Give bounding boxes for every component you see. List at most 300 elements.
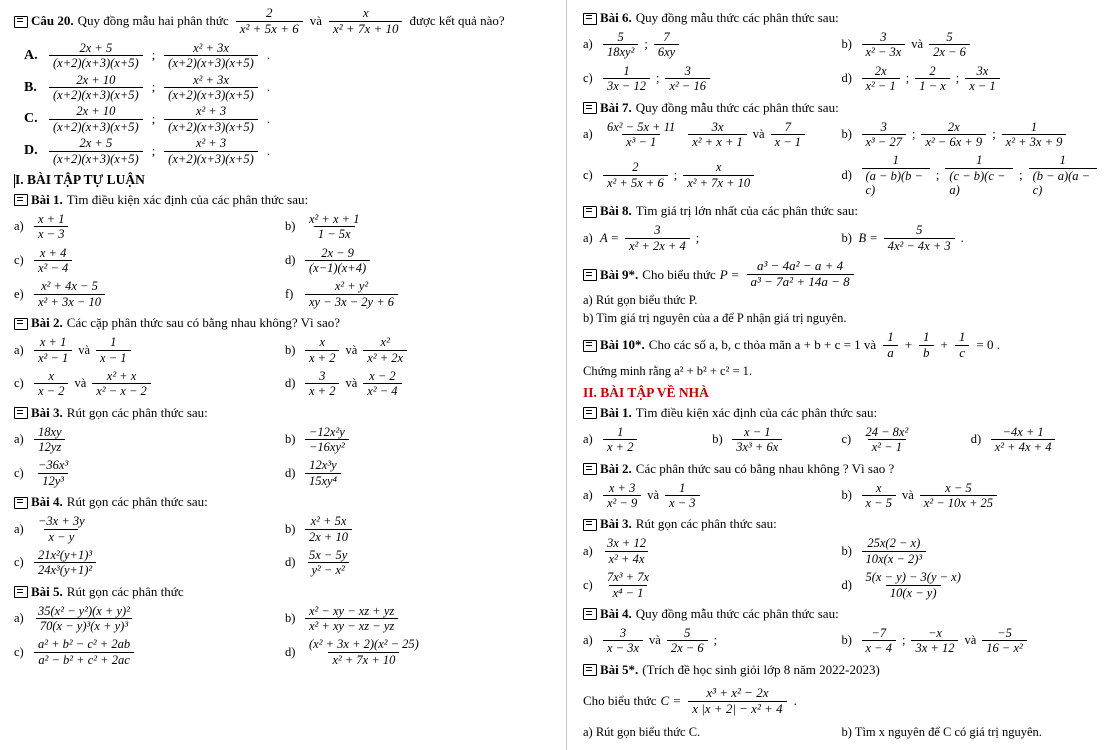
item-tag: d) xyxy=(285,465,296,480)
book-icon xyxy=(583,407,596,418)
frac-num: 3 xyxy=(684,63,691,78)
exercise-8-items xyxy=(583,221,1100,255)
exercise-7-label: Bài 7. xyxy=(600,99,632,115)
frac-den: 15xy⁴ xyxy=(305,473,341,488)
option-b-f1-den: (x+2)(x+3)(x+5) xyxy=(49,87,143,102)
item-tag: a) xyxy=(583,432,593,447)
item-tag: b) xyxy=(841,633,852,648)
option-d-frac-1 xyxy=(49,136,143,166)
exercise-6-header xyxy=(583,10,1100,26)
list-item xyxy=(285,604,556,634)
item-tag: b) xyxy=(841,543,852,558)
list-item xyxy=(14,637,285,667)
exercise-10-frac-3 xyxy=(955,330,970,361)
list-item xyxy=(842,481,1101,511)
list-item xyxy=(14,246,285,276)
item-fraction-1 xyxy=(305,369,339,399)
book-icon xyxy=(583,608,596,619)
frac-den: 70(x − y)³(x + y)³ xyxy=(36,618,132,633)
item-connector-2: ; xyxy=(1019,167,1023,182)
exercise-1-header xyxy=(14,192,556,208)
option-b-sep: ; xyxy=(151,80,156,94)
frac-num: 1 xyxy=(958,329,966,344)
item-fraction-3 xyxy=(982,626,1026,656)
list-item xyxy=(14,335,285,365)
frac-den: x + 2 xyxy=(603,439,637,454)
item-tag: b) xyxy=(841,126,852,141)
frac-num: 3 xyxy=(880,119,887,134)
list-item xyxy=(583,120,842,150)
book-icon xyxy=(14,586,27,597)
item-fraction xyxy=(603,536,650,566)
list-item xyxy=(971,425,1100,455)
home-exercise-3-items xyxy=(583,534,1100,602)
book-icon xyxy=(14,318,27,329)
question-20 xyxy=(14,6,556,37)
frac-num: 25x(2 − x) xyxy=(867,536,921,551)
home-exercise-5-subs xyxy=(583,723,1100,742)
home-exercise-1-header xyxy=(583,405,1100,421)
option-a-frac-2 xyxy=(164,41,258,71)
exercise-6-label: Bài 6. xyxy=(600,10,632,25)
frac-num: 1 xyxy=(887,329,894,344)
frac-den: 12yz xyxy=(34,439,65,454)
item-tag: d) xyxy=(841,71,852,86)
list-item xyxy=(583,481,842,511)
item-fraction-1 xyxy=(34,335,72,365)
exercise-10-frac-2 xyxy=(919,330,934,361)
frac-den: 3x³ + 6x xyxy=(732,439,782,454)
item-fraction-3 xyxy=(1002,120,1067,150)
frac-den: x |x + 2| − x² + 4 xyxy=(688,701,786,717)
exercise-8-header xyxy=(583,203,1100,219)
item-fraction-1 xyxy=(862,626,896,656)
list-item xyxy=(583,536,842,566)
question-20-options xyxy=(24,41,556,166)
item-tag: c) xyxy=(841,432,852,447)
exercise-10-tail: = 0 . xyxy=(976,337,1000,353)
list-item xyxy=(14,279,285,309)
exercise-5-header xyxy=(14,584,556,600)
option-b-frac-2 xyxy=(164,73,258,103)
option-d-f2-den: (x+2)(x+3)(x+5) xyxy=(164,151,258,166)
list-item xyxy=(285,425,556,455)
option-d-letter: D. xyxy=(24,143,38,158)
section-ve-nha-label: II. BÀI TẬP VỀ NHÀ xyxy=(583,384,709,400)
expr-c-equals: C = xyxy=(660,693,682,709)
item-fraction xyxy=(305,246,370,276)
option-c-f1-num: 2x + 10 xyxy=(76,104,116,119)
expr-dot: . xyxy=(793,693,797,709)
item-fraction-3 xyxy=(1029,153,1097,197)
exercise-8-label: Bài 8. xyxy=(600,203,632,219)
frac-num: x² + 4x − 5 xyxy=(41,279,98,294)
section-ve-nha xyxy=(583,385,1100,401)
item-fraction xyxy=(305,548,351,578)
list-item xyxy=(14,369,285,399)
exercise-3-text: Rút gọn các phân thức sau: xyxy=(66,404,208,420)
frac-den: x − 2 xyxy=(34,383,68,398)
frac-num: x + 1 xyxy=(38,211,65,226)
item-tag: c) xyxy=(583,167,593,182)
item-fraction-2 xyxy=(665,64,709,94)
frac-den: x² + 2x + 4 xyxy=(625,238,690,253)
frac-den: x³ − 27 xyxy=(862,134,906,149)
frac-den: x − 1 xyxy=(965,78,999,93)
frac-num: x² + 5x xyxy=(310,514,347,529)
item-tag: d) xyxy=(285,253,296,267)
frac-num: x xyxy=(715,160,722,175)
list-item xyxy=(14,425,285,455)
book-icon xyxy=(583,102,596,113)
frac-den: x² + 4x xyxy=(605,551,649,566)
list-item xyxy=(14,212,285,242)
frac-den: x² + 3x − 10 xyxy=(34,294,105,309)
exercise-7-items xyxy=(583,118,1100,200)
list-item xyxy=(842,626,1101,656)
item-fraction-3 xyxy=(771,120,805,150)
item-tag: c) xyxy=(14,644,24,659)
item-connector: ; xyxy=(644,37,648,52)
option-c-frac-2 xyxy=(164,104,258,134)
frac-den: (a − b)(b − c) xyxy=(862,168,930,198)
item-fraction xyxy=(603,570,653,600)
item-fraction xyxy=(862,570,965,600)
item-connector: và xyxy=(901,488,914,502)
item-connector-2: ; xyxy=(992,126,996,141)
q20-fraction-2 xyxy=(329,6,402,37)
item-fraction-1 xyxy=(603,160,668,190)
exercise-3-label: Bài 3. xyxy=(31,404,63,420)
frac-num: 1 xyxy=(679,480,686,495)
item-fraction xyxy=(34,514,89,544)
frac-den: 12y³ xyxy=(38,473,68,488)
frac-den: 18xy² xyxy=(603,44,638,59)
item-tag: d) xyxy=(285,555,296,570)
exercise-1-items xyxy=(14,210,556,311)
item-fraction-2 xyxy=(921,120,986,150)
frac-den: 1 − 5x xyxy=(314,226,355,241)
item-connector: ; xyxy=(673,167,678,182)
frac-num: x² + x xyxy=(106,368,137,383)
item-tail: ; xyxy=(713,633,718,648)
home-exercise-2-items xyxy=(583,479,1100,513)
frac-num: 7 xyxy=(663,30,670,44)
frac-den: xy − 3x − 2y + 6 xyxy=(305,294,398,309)
item-tag: e) xyxy=(14,286,24,301)
exercise-7-text: Quy đồng mẫu thức các phân thức sau: xyxy=(635,99,839,115)
book-icon xyxy=(583,463,596,474)
list-item xyxy=(842,223,1101,253)
book-icon xyxy=(583,664,596,675)
item-tag: d) xyxy=(285,376,296,391)
frac-num: 3 xyxy=(880,30,887,44)
q20-fraction-1 xyxy=(236,6,303,37)
option-a-f2-den: (x+2)(x+3)(x+5) xyxy=(164,55,258,70)
item-tag: c) xyxy=(14,465,24,480)
option-d-frac-2 xyxy=(164,136,258,166)
item-connector: và xyxy=(964,633,977,648)
frac-num: 3 xyxy=(654,223,661,238)
item-fraction-1 xyxy=(305,335,339,365)
item-fraction xyxy=(34,279,105,309)
option-d-f1-num: 2x + 5 xyxy=(79,136,113,151)
item-tag: b) xyxy=(285,342,296,357)
right-column xyxy=(567,0,1110,750)
frac-den: x − 5 xyxy=(862,495,896,510)
frac-num: −x xyxy=(927,625,942,640)
frac-den: x − 3 xyxy=(665,495,699,510)
frac-den: x² − 4 xyxy=(34,260,72,275)
frac-den: x² − 4 xyxy=(363,383,401,398)
exercise-9-lead: P = xyxy=(719,266,740,282)
exercise-10-text: Cho các số a, b, c thỏa mãn a + b + c = 1 và xyxy=(648,337,877,353)
frac-den: 3x + 12 xyxy=(911,640,958,655)
home-exercise-3-text: Rút gọn các phân thức sau: xyxy=(635,516,777,532)
frac-num: 3x xyxy=(711,119,724,134)
item-fraction xyxy=(34,548,96,578)
exercise-8-text: Tìm giá trị lớn nhất của các phân thức sau: xyxy=(635,203,859,219)
book-icon xyxy=(583,13,596,24)
home-exercise-2-header xyxy=(583,461,1100,477)
book-icon xyxy=(14,407,27,418)
item-tag: a) xyxy=(583,488,593,502)
list-item xyxy=(842,64,1101,94)
frac-num: x + 3 xyxy=(608,480,636,495)
list-item xyxy=(583,153,842,197)
frac-num: 2 xyxy=(632,160,639,175)
home-exercise-4-text: Quy đồng mẫu thức các phân thức sau: xyxy=(635,605,839,621)
home-exercise-4-header xyxy=(583,606,1100,622)
home-exercise-1-items xyxy=(583,423,1100,457)
option-c-frac-1 xyxy=(49,104,143,134)
list-item xyxy=(285,637,556,667)
home-exercise-3-header xyxy=(583,516,1100,532)
expr-lead: Cho biểu thức xyxy=(583,693,657,709)
frac-num: x xyxy=(319,335,326,350)
frac-den: a² − b² + c² + 2ac xyxy=(34,652,133,667)
frac-num: 21x²(y+1)³ xyxy=(38,547,93,562)
frac-den: x² + 4x + 4 xyxy=(991,439,1056,454)
option-b-f1-num: 2x + 10 xyxy=(76,72,116,87)
home-exercise-2-text: Các phân thức sau có bằng nhau không ? Vì sao ? xyxy=(635,460,895,476)
item-connector: ; xyxy=(905,71,910,86)
item-fraction xyxy=(732,425,782,455)
item-connector: và xyxy=(345,376,358,391)
frac-num: (x² + 3x + 2)(x² − 25) xyxy=(309,637,419,652)
item-connector: ; xyxy=(655,71,660,86)
section-tu-luan xyxy=(14,172,556,188)
frac-den: 3x − 12 xyxy=(603,78,650,93)
item-fraction xyxy=(34,458,72,488)
frac-num: 2x xyxy=(874,63,887,78)
option-a-f2-num: x² + 3x xyxy=(193,40,229,55)
item-fraction xyxy=(305,425,349,455)
item-tag: a) xyxy=(14,342,24,357)
frac-num: 2x xyxy=(947,119,960,134)
exercise-9-label: Bài 9*. xyxy=(600,266,639,282)
option-a[interactable] xyxy=(24,41,556,71)
frac-num: −12x²y xyxy=(309,424,345,439)
frac-den: (x−1)(x+4) xyxy=(305,260,370,275)
option-a-dot: . xyxy=(266,48,270,63)
item-tag: b) xyxy=(285,521,296,536)
option-a-f1-den: (x+2)(x+3)(x+5) xyxy=(49,55,143,70)
exercise-9-fraction xyxy=(747,259,854,290)
home-exercise-1-text: Tìm điều kiện xác định của các phân thức sau: xyxy=(635,404,878,420)
item-tag: c) xyxy=(14,253,24,267)
item-fraction-2 xyxy=(363,335,407,365)
frac-num: x² + x + 1 xyxy=(309,211,360,226)
frac-num: x − 5 xyxy=(945,480,972,495)
question-20-text: Quy đồng mẫu hai phân thức xyxy=(77,13,229,29)
frac-den: x + 2 xyxy=(305,350,339,365)
q20-tail: được kết quả nào? xyxy=(409,13,505,29)
item-tag: c) xyxy=(14,555,24,570)
frac-den: x² − 9 xyxy=(603,495,641,510)
item-fraction-1 xyxy=(603,120,679,150)
frac-num: x² − xy − xz + yz xyxy=(309,603,395,618)
item-fraction xyxy=(305,514,352,544)
item-fraction-1 xyxy=(862,120,906,150)
book-icon xyxy=(14,16,27,27)
frac-num: 1 xyxy=(923,329,930,344)
frac-num: 1 xyxy=(1059,153,1066,168)
list-item xyxy=(285,458,556,488)
frac-num: 5x − 5y xyxy=(309,547,348,562)
list-item xyxy=(583,570,842,600)
exercise-4-label: Bài 4. xyxy=(31,494,63,510)
item-connector: và xyxy=(649,633,661,648)
option-d[interactable] xyxy=(24,136,556,166)
item-tag: b) xyxy=(285,219,296,234)
item-tag: a) xyxy=(583,126,593,141)
frac-num: 3x xyxy=(976,63,989,78)
book-icon xyxy=(14,194,27,205)
item-tag: b) xyxy=(285,611,296,625)
frac-num: 5 xyxy=(946,30,953,44)
exercise-9-sub-a-text: a) Rút gọn biểu thức P. xyxy=(583,293,698,307)
item-tag: f) xyxy=(285,286,294,301)
exercise-6-text: Quy đồng mẫu thức các phân thức sau: xyxy=(635,10,839,25)
option-d-sep: ; xyxy=(151,143,156,158)
frac-den: x − 1 xyxy=(96,350,130,365)
frac-den: x⁴ − 1 xyxy=(609,585,648,600)
frac-den: x² + 2x xyxy=(363,350,407,365)
option-a-f1-num: 2x + 5 xyxy=(79,40,113,55)
item-connector: và xyxy=(74,376,87,391)
question-20-label: Câu 20. xyxy=(31,13,74,29)
item-connector-0: ; xyxy=(901,633,906,648)
option-c-f2-den: (x+2)(x+3)(x+5) xyxy=(164,119,258,134)
frac-num: x − 2 xyxy=(369,368,396,383)
book-icon xyxy=(14,497,27,508)
frac-num: 3x + 12 xyxy=(607,536,646,551)
item-fraction xyxy=(34,637,134,667)
frac-num: x + 4 xyxy=(39,245,67,260)
frac-num: 1 xyxy=(892,153,899,168)
plus-1: + xyxy=(904,337,913,353)
frac-num: 1 xyxy=(623,63,630,78)
frac-num: 5 xyxy=(916,223,923,238)
frac-num: 5 xyxy=(684,625,691,640)
item-tag: a) xyxy=(583,230,593,245)
item-tag: c) xyxy=(583,71,593,86)
exercise-9-sub-b-text: b) Tìm giá trị nguyên của a để P nhận giá trị nguyên. xyxy=(583,311,847,325)
frac-den: x² − 3x xyxy=(862,44,906,59)
item-connector: và xyxy=(78,342,91,357)
item-tag: a) xyxy=(14,219,24,234)
frac-den: x² + 5x + 6 xyxy=(603,175,668,190)
frac-den: x² − 10x + 25 xyxy=(920,495,997,510)
section-tu-luan-label: I. BÀI TẬP TỰ LUẬN xyxy=(15,171,145,187)
item-fraction-2 xyxy=(96,335,130,365)
item-fraction-1 xyxy=(603,30,638,60)
exercise-9-text: Cho biểu thức xyxy=(642,266,716,282)
item-fraction xyxy=(884,223,955,253)
exercise-1-label: Bài 1. xyxy=(31,191,63,207)
item-fraction-2 xyxy=(683,160,754,190)
frac-den: 2x + 10 xyxy=(305,529,352,544)
option-b-f2-den: (x+2)(x+3)(x+5) xyxy=(164,87,258,102)
item-fraction-2 xyxy=(929,30,970,60)
option-a-frac-1 xyxy=(49,41,143,71)
book-icon xyxy=(583,269,596,280)
frac-num: −36x³ xyxy=(38,458,69,473)
item-fraction-1 xyxy=(862,481,896,511)
list-item xyxy=(583,64,842,94)
exercise-4-header xyxy=(14,494,556,510)
item-tail: ; xyxy=(695,230,700,245)
option-b[interactable] xyxy=(24,73,556,103)
frac-den: x² − x − 2 xyxy=(92,383,150,398)
q20-f1-den: x² + 5x + 6 xyxy=(236,21,303,37)
frac-num: x xyxy=(875,480,882,495)
item-tag: b) xyxy=(841,37,852,52)
item-fraction-1 xyxy=(603,481,641,511)
frac-num: 12x³y xyxy=(309,458,337,473)
item-fraction-2 xyxy=(665,481,699,511)
item-fraction-1 xyxy=(34,369,68,399)
frac-den: a³ − 7a² + 14a − 8 xyxy=(747,274,854,290)
list-item xyxy=(712,425,841,455)
option-b-dot: . xyxy=(266,80,270,94)
frac-den: x − 3x xyxy=(603,640,643,655)
frac-num: 1 xyxy=(110,335,117,350)
item-tag: d) xyxy=(285,644,296,659)
frac-num: −5 xyxy=(997,625,1012,640)
frac-num: 3 xyxy=(319,368,326,383)
item-tag: d) xyxy=(970,432,982,447)
item-tag: a) xyxy=(583,37,593,52)
frac-den: −16xy² xyxy=(305,439,349,454)
item-fraction xyxy=(305,637,423,667)
frac-den: x − 4 xyxy=(862,640,896,655)
item-tag: a) xyxy=(14,611,24,625)
frac-num: x − 1 xyxy=(744,424,771,439)
frac-num: −4x + 1 xyxy=(1002,424,1044,439)
list-item xyxy=(285,548,556,578)
exercise-2-label: Bài 2. xyxy=(31,315,63,331)
option-c[interactable] xyxy=(24,104,556,134)
item-fraction-2 xyxy=(667,626,708,656)
frac-den: x² + xy − xz − yz xyxy=(305,618,398,633)
frac-num: −7 xyxy=(871,625,887,640)
option-b-letter: B. xyxy=(24,79,37,95)
item-fraction xyxy=(862,536,927,566)
frac-num: 35(x² − y²)(x + y)² xyxy=(38,603,130,618)
exercise-5-items xyxy=(14,602,556,670)
